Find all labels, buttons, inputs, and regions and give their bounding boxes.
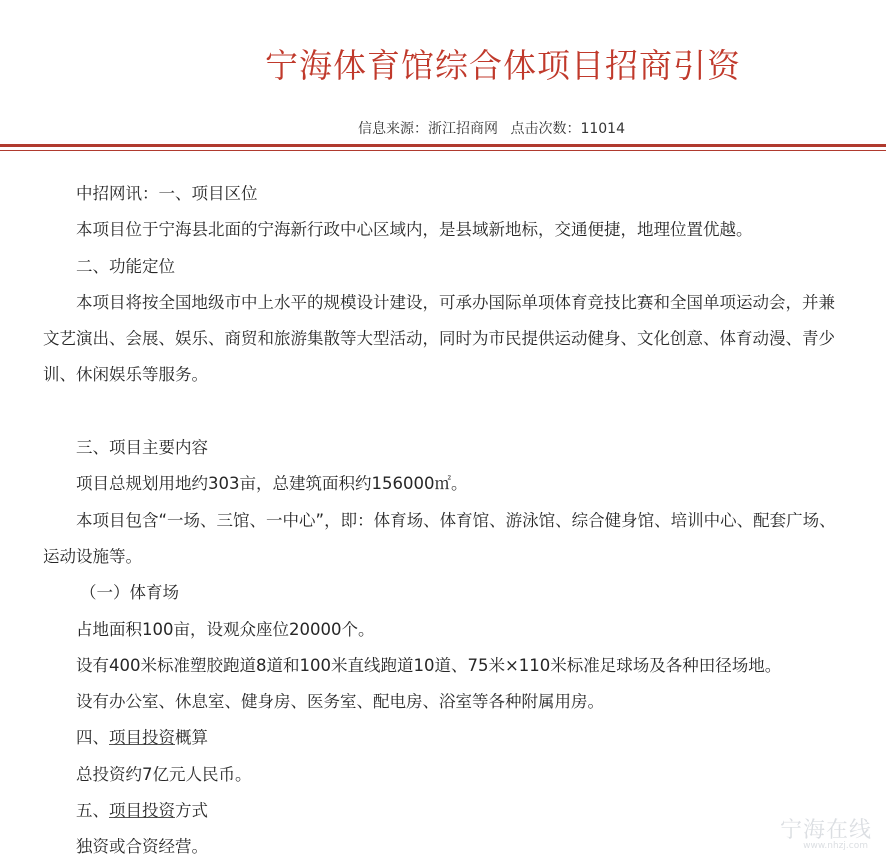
section-heading: 二、功能定位 [76,256,175,276]
paragraph: 训、休闲娱乐等服务。 [43,365,208,385]
heading-prefix: 四、 [76,728,109,748]
paragraph: 中招网讯：一、项目区位 [76,184,258,203]
article-body [0,176,886,866]
subsection-heading: （一）体育场 [80,583,179,603]
page-title: 宁海体育馆综合体项目招商引资 [265,46,741,85]
paragraph: 独资或合资经营。 [76,837,208,857]
paragraph: 本项目包含“一场、三馆、一中心”，即：体育场、体育馆、游泳馆、综合健身馆、培训中心、配套广场、 [76,510,836,530]
header-divider-thin [0,150,886,151]
paragraph: 运动设施等。 [43,546,142,566]
paragraph: 设有办公室、休息室、健身房、医务室、配电房、浴室等各种附属用房。 [76,692,604,712]
heading-prefix: 五、 [76,801,109,821]
article-meta [358,118,633,138]
section-heading: 三、项目主要内容 [76,438,208,458]
section-heading [0,720,886,756]
paragraph: 占地面积100亩，设观众座位20000个。 [76,619,375,639]
heading-suffix: 方式 [175,801,208,821]
paragraph: 设有400米标准塑胶跑道8道和100米直线跑道10道、75米×110米标准足球场及各种田径场地。 [76,655,782,675]
watermark-text: 宁海在线 [779,818,872,843]
paragraph: 本项目将按全国地级市中上水平的规模设计建设，可承办国际单项体育竞技比赛和全国单项运动会，并兼 [76,292,835,312]
paragraph: 总投资约7亿元人民币。 [76,764,252,784]
project-investment-link[interactable]: 项目投资 [109,801,175,821]
watermark-url: www.nhzj.com [803,841,868,851]
paragraph: 文艺演出、会展、娱乐、商贸和旅游集散等大型活动，同时为市民提供运动健身、文化创意、体育动漫、青少 [43,329,835,349]
site-watermark [732,811,872,857]
spacer [0,394,886,430]
source-label: 信息来源：浙江招商网 [358,121,498,137]
click-count: 点击次数：11014 [510,121,625,137]
heading-suffix: 概算 [175,728,208,748]
header-divider-thick [0,144,886,147]
project-investment-link[interactable]: 项目投资 [109,728,175,748]
paragraph: 本项目位于宁海县北面的宁海新行政中心区域内，是县域新地标，交通便捷，地理位置优越。 [76,220,753,240]
paragraph: 项目总规划用地约303亩，总建筑面积约156000㎡。 [76,474,468,494]
